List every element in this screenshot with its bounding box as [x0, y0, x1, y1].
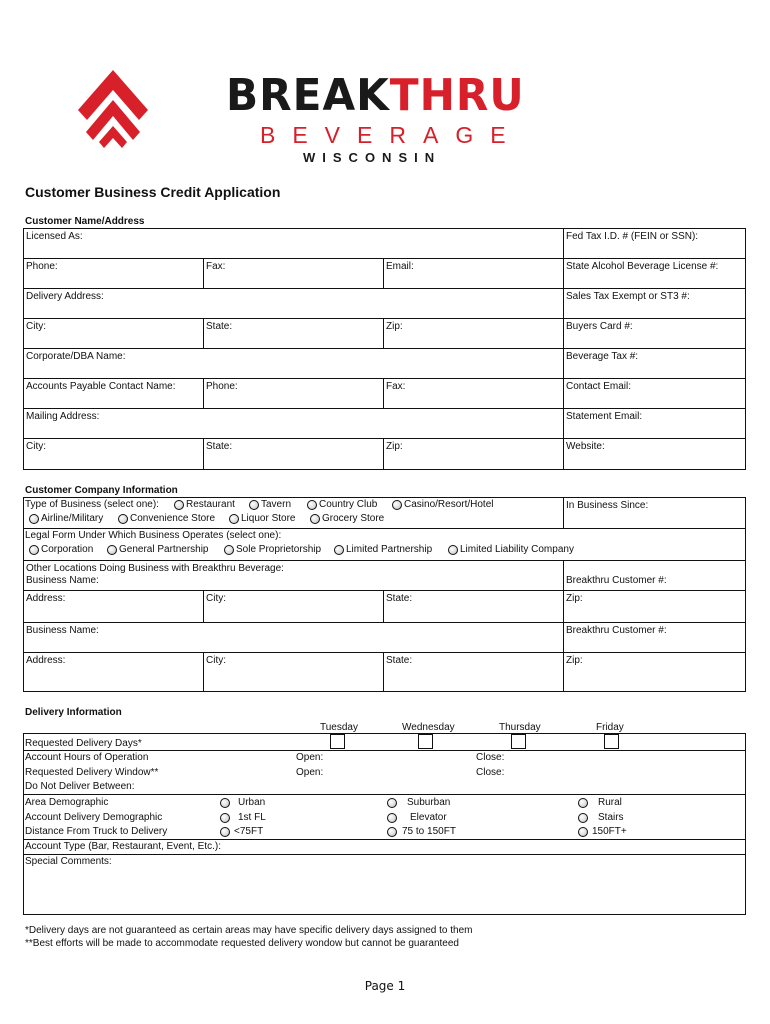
- form-row: [24, 498, 745, 529]
- divider: [24, 854, 745, 855]
- footnote-delivery-window: **Best efforts will be made to accommodate requested delivery wondow but cannot be guaranteed: [25, 938, 459, 949]
- window-label: Requested Delivery Window**: [25, 767, 159, 778]
- checkbox-wednesday[interactable]: [418, 734, 433, 749]
- option-label: 150FT+: [592, 826, 627, 837]
- field-label: Zip:: [386, 441, 403, 452]
- field-label: City:: [26, 441, 46, 452]
- radio-icon: [578, 813, 588, 823]
- radio-rural[interactable]: [578, 797, 622, 809]
- option-label: Rural: [598, 797, 622, 808]
- email-field[interactable]: [383, 259, 563, 288]
- field-label: Phone:: [26, 261, 58, 272]
- field-label: Corporate/DBA Name:: [26, 351, 126, 362]
- radio-icon: [224, 545, 234, 555]
- customer-box: [23, 228, 746, 470]
- mailing-zip-field[interactable]: [383, 439, 563, 469]
- statement-email-field[interactable]: [563, 409, 745, 438]
- radio-icon: [307, 500, 317, 510]
- day-label-tuesday: Tuesday: [320, 722, 358, 733]
- form-row: [24, 229, 745, 259]
- do-not-deliver-label: Do Not Deliver Between:: [25, 781, 135, 792]
- brand-region: WISCONSIN: [303, 150, 442, 165]
- field-label: Statement Email:: [566, 411, 643, 422]
- location2-business-name-field[interactable]: [24, 623, 563, 652]
- option-label: General Partnership: [119, 544, 209, 555]
- beverage-tax-field[interactable]: [563, 349, 745, 378]
- mailing-city-field[interactable]: [24, 439, 203, 469]
- form-row: [24, 319, 745, 349]
- field-label: State:: [206, 321, 233, 332]
- form-row: [24, 591, 745, 623]
- option-label: Sole Proprietorship: [236, 544, 322, 555]
- option-label: Liquor Store: [241, 513, 296, 524]
- hours-close-field[interactable]: Close:: [476, 752, 505, 763]
- field-label: Delivery Address:: [26, 291, 104, 302]
- section-title-company: Customer Company Information: [25, 485, 178, 496]
- radio-tavern[interactable]: [249, 499, 291, 511]
- field-label: Zip:: [566, 655, 583, 666]
- field-label: State:: [206, 441, 233, 452]
- form-row: [24, 379, 745, 409]
- other-location-business-name-field[interactable]: [24, 561, 563, 590]
- radio-limited-liability-company[interactable]: [448, 544, 574, 556]
- legal-form-row: [24, 529, 745, 561]
- legal-form-label: Legal Form Under Which Business Operates (select one):: [25, 530, 282, 541]
- radio-icon: [220, 813, 230, 823]
- contact-email-field[interactable]: [563, 379, 745, 408]
- type-of-business-label: Type of Business (select one):: [25, 499, 159, 510]
- special-comments-field[interactable]: Special Comments:: [25, 856, 112, 867]
- type-of-business-group: [24, 498, 563, 528]
- location2-address-field[interactable]: [24, 653, 203, 691]
- radio-urban[interactable]: [220, 797, 265, 809]
- field-label: Fax:: [206, 261, 226, 272]
- brand-break: BREAK: [226, 70, 390, 121]
- buyers-card-field[interactable]: [563, 319, 745, 348]
- divider: [24, 750, 745, 751]
- location2-state-field[interactable]: [383, 653, 563, 691]
- location-zip-field[interactable]: [563, 591, 745, 622]
- hours-label: Account Hours of Operation: [25, 752, 149, 763]
- checkbox-friday[interactable]: [604, 734, 619, 749]
- radio-75-to-150ft[interactable]: [387, 826, 456, 838]
- brand-thru: THRU: [389, 70, 525, 121]
- state-field[interactable]: [203, 319, 383, 348]
- field-label: Phone:: [206, 381, 238, 392]
- radio-general-partnership[interactable]: [107, 544, 209, 556]
- radio-grocery-store[interactable]: [310, 513, 384, 525]
- field-label: Licensed As:: [26, 231, 83, 242]
- distance-label: Distance From Truck to Delivery: [25, 826, 168, 837]
- radio-under-75ft[interactable]: [220, 826, 263, 838]
- radio-150ft-plus[interactable]: [578, 826, 627, 838]
- phone-field[interactable]: [24, 259, 203, 288]
- corporate-dba-field[interactable]: [24, 349, 563, 378]
- zip-field[interactable]: [383, 319, 563, 348]
- option-label: Stairs: [598, 812, 624, 823]
- option-label: Casino/Resort/Hotel: [404, 499, 494, 510]
- ap-contact-field[interactable]: [24, 379, 203, 408]
- radio-airline-military[interactable]: [29, 513, 103, 525]
- radio-icon: [387, 798, 397, 808]
- field-label: Contact Email:: [566, 381, 632, 392]
- requested-days-label: Requested Delivery Days*: [25, 738, 142, 749]
- brand-beverage: BEVERAGE: [260, 122, 523, 148]
- field-label: Sales Tax Exempt or ST3 #:: [566, 291, 690, 302]
- radio-icon: [334, 545, 344, 555]
- option-label: Elevator: [410, 812, 447, 823]
- company-box: [23, 497, 746, 692]
- ap-phone-field[interactable]: [203, 379, 383, 408]
- website-field[interactable]: [563, 439, 745, 469]
- breakthru-customer-field[interactable]: [563, 561, 745, 590]
- ap-fax-field[interactable]: [383, 379, 563, 408]
- field-label: Buyers Card #:: [566, 321, 633, 332]
- fed-tax-field[interactable]: [563, 229, 745, 258]
- field-label: Business Name:: [26, 625, 99, 636]
- checkbox-thursday[interactable]: [511, 734, 526, 749]
- field-label: Accounts Payable Contact Name:: [26, 381, 176, 392]
- field-label: City:: [26, 321, 46, 332]
- mailing-address-field[interactable]: [24, 409, 563, 438]
- form-row: [24, 439, 745, 469]
- form-row: [24, 349, 745, 379]
- window-open-field[interactable]: Open:: [296, 767, 324, 778]
- in-business-since-field[interactable]: [563, 498, 745, 528]
- form-row: [24, 289, 745, 319]
- radio-icon: [387, 813, 397, 823]
- checkbox-tuesday[interactable]: [330, 734, 345, 749]
- field-label: Mailing Address:: [26, 411, 100, 422]
- field-label: State Alcohol Beverage License #:: [566, 261, 719, 272]
- field-label: Zip:: [386, 321, 403, 332]
- field-label: Beverage Tax #:: [566, 351, 639, 362]
- field-label: In Business Since:: [566, 500, 649, 511]
- radio-icon: [578, 827, 588, 837]
- radio-icon: [387, 827, 397, 837]
- option-label: Convenience Store: [130, 513, 216, 524]
- account-type-field[interactable]: Account Type (Bar, Restaurant, Event, Etc.):: [25, 841, 222, 852]
- option-label: 1st FL: [238, 812, 266, 823]
- radio-icon: [29, 545, 39, 555]
- location-city-field[interactable]: [203, 591, 383, 622]
- day-label-thursday: Thursday: [499, 722, 541, 733]
- field-label: State:: [386, 655, 413, 666]
- form-row: [24, 561, 745, 591]
- section-title-customer: Customer Name/Address: [25, 216, 145, 227]
- state-license-field[interactable]: [563, 259, 745, 288]
- field-label: City:: [206, 655, 226, 666]
- chevron-logo-icon: [78, 70, 148, 150]
- radio-limited-partnership[interactable]: [334, 544, 432, 556]
- sales-tax-field[interactable]: [563, 289, 745, 318]
- field-label: Email:: [386, 261, 414, 272]
- field-label: Breakthru Customer #:: [566, 625, 667, 636]
- location-state-field[interactable]: [383, 591, 563, 622]
- option-label: Urban: [238, 797, 266, 808]
- option-label: Suburban: [407, 797, 451, 808]
- form-row: [24, 653, 745, 691]
- fax-field[interactable]: [203, 259, 383, 288]
- location2-city-field[interactable]: [203, 653, 383, 691]
- radio-icon: [578, 798, 588, 808]
- radio-icon: [220, 827, 230, 837]
- breakthru-customer2-field[interactable]: [563, 623, 745, 652]
- radio-icon: [118, 514, 128, 524]
- radio-icon: [448, 545, 458, 555]
- radio-icon: [249, 500, 259, 510]
- radio-stairs[interactable]: [578, 812, 624, 824]
- option-label: Grocery Store: [322, 513, 385, 524]
- location-address-field[interactable]: [24, 591, 203, 622]
- radio-icon: [392, 500, 402, 510]
- section-title-delivery: Delivery Information: [25, 707, 122, 718]
- location2-zip-field[interactable]: [563, 653, 745, 691]
- form-row: [24, 623, 745, 653]
- day-label-friday: Friday: [596, 722, 624, 733]
- delivery-box: [23, 733, 746, 915]
- other-locations-label: Other Locations Doing Business with Breakthru Beverage:: [26, 563, 284, 574]
- radio-convenience-store[interactable]: [118, 513, 215, 525]
- account-demographic-label: Account Delivery Demographic: [25, 812, 163, 823]
- field-label: Website:: [566, 441, 605, 452]
- radio-icon: [229, 514, 239, 524]
- mailing-state-field[interactable]: [203, 439, 383, 469]
- hours-open-field[interactable]: Open:: [296, 752, 324, 763]
- page-number: Page 1: [364, 979, 406, 993]
- divider: [24, 839, 745, 840]
- radio-suburban[interactable]: [387, 797, 450, 809]
- radio-icon: [107, 545, 117, 555]
- radio-corporation[interactable]: [29, 544, 93, 556]
- form-row: [24, 259, 745, 289]
- delivery-address-field[interactable]: [24, 289, 563, 318]
- radio-country-club[interactable]: [307, 499, 377, 511]
- field-label: Address:: [26, 655, 66, 666]
- option-label: Limited Partnership: [346, 544, 433, 555]
- option-label: Limited Liability Company: [460, 544, 574, 555]
- radio-sole-proprietorship[interactable]: [224, 544, 321, 556]
- field-label: Address:: [26, 593, 66, 604]
- window-close-field[interactable]: Close:: [476, 767, 505, 778]
- day-label-wednesday: Wednesday: [402, 722, 455, 733]
- licensed-as-field[interactable]: [24, 229, 563, 258]
- option-label: Country Club: [319, 499, 378, 510]
- option-label: 75 to 150FT: [402, 826, 456, 837]
- radio-casino-resort-hotel[interactable]: [392, 499, 493, 511]
- footnote-delivery-days: *Delivery days are not guaranteed as certain areas may have specific delivery days assigned to them: [25, 925, 473, 936]
- divider: [24, 794, 745, 795]
- city-field[interactable]: [24, 319, 203, 348]
- area-demographic-label: Area Demographic: [25, 797, 109, 808]
- footnotes: [25, 924, 472, 950]
- brand-wordmark: [226, 72, 525, 120]
- field-label: Zip:: [566, 593, 583, 604]
- option-label: Airline/Military: [41, 513, 104, 524]
- field-label: State:: [386, 593, 413, 604]
- radio-1st-fl[interactable]: [220, 812, 266, 824]
- field-label: Business Name:: [26, 575, 99, 586]
- field-label: Fax:: [386, 381, 406, 392]
- field-label: Fed Tax I.D. # (FEIN or SSN):: [566, 231, 699, 242]
- option-label: <75FT: [234, 826, 264, 837]
- field-label: Breakthru Customer #:: [566, 575, 667, 586]
- option-label: Tavern: [261, 499, 292, 510]
- option-label: Corporation: [41, 544, 94, 555]
- radio-icon: [29, 514, 39, 524]
- radio-restaurant[interactable]: [174, 499, 235, 511]
- option-label: Restaurant: [186, 499, 235, 510]
- radio-icon: [310, 514, 320, 524]
- page-title: Customer Business Credit Application: [25, 184, 281, 200]
- field-label: City:: [206, 593, 226, 604]
- radio-liquor-store[interactable]: [229, 513, 295, 525]
- form-row: [24, 409, 745, 439]
- radio-icon: [220, 798, 230, 808]
- logo: [78, 70, 548, 170]
- radio-icon: [174, 500, 184, 510]
- radio-elevator[interactable]: [387, 812, 447, 824]
